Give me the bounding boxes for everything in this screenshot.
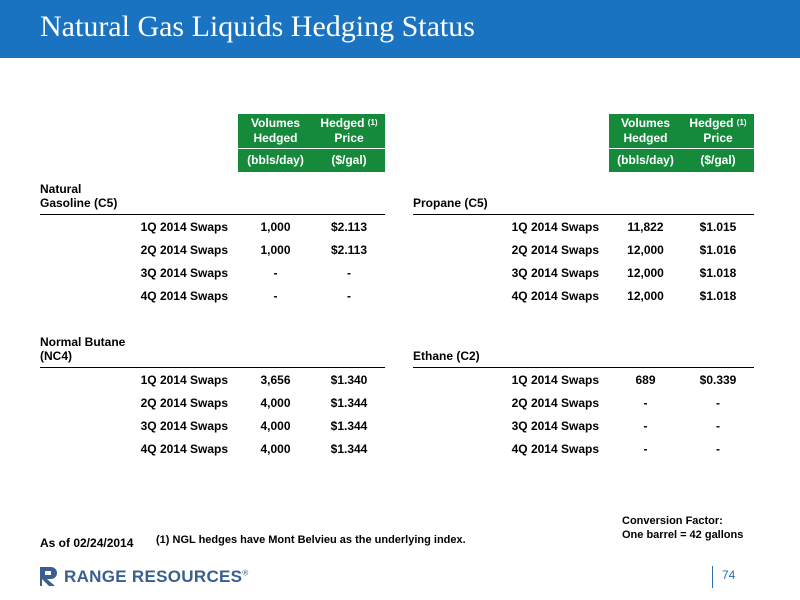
table-row: 3Q 2014 Swaps - - bbox=[511, 418, 720, 433]
table-row: 4Q 2014 Swaps 4,000 $1.344 bbox=[140, 441, 368, 456]
logo-registered-mark: ® bbox=[242, 568, 249, 578]
table-row: 4Q 2014 Swaps 12,000 $1.018 bbox=[511, 288, 737, 303]
section-name: Natural Gasoline (C5) bbox=[40, 182, 118, 210]
footnote: (1) NGL hedges have Mont Belvieu as the underlying index. bbox=[156, 534, 466, 546]
volumes-hedged-header: Volumes Hedged bbox=[609, 114, 682, 149]
page-divider bbox=[712, 566, 713, 588]
table-row: 2Q 2014 Swaps 1,000 $2.113 bbox=[140, 242, 368, 257]
table-row: 2Q 2014 Swaps 12,000 $1.016 bbox=[511, 242, 737, 257]
section-header-ethane bbox=[413, 325, 754, 368]
conversion-factor bbox=[622, 514, 743, 542]
price-unit-header: ($/gal) bbox=[682, 149, 754, 173]
section-header-normal-butane bbox=[40, 325, 385, 368]
section-name: Normal Butane (NC4) bbox=[40, 335, 126, 363]
page-title: Natural Gas Liquids Hedging Status bbox=[40, 10, 475, 43]
section-header-natural-gasoline bbox=[40, 172, 385, 215]
hedged-price-header: Hedged $^{(1)}$ Price bbox=[682, 114, 754, 149]
price-unit-header: ($/gal) bbox=[313, 149, 385, 173]
table-row: 2Q 2014 Swaps 4,000 $1.344 bbox=[140, 395, 368, 410]
volume-unit-header: (bbls/day) bbox=[238, 149, 313, 173]
range-logo-icon bbox=[38, 565, 60, 587]
table-row: 1Q 2014 Swaps 689 $0.339 bbox=[511, 372, 737, 387]
table-row: 1Q 2014 Swaps 1,000 $2.113 bbox=[140, 219, 368, 234]
table-row: 1Q 2014 Swaps 11,822 $1.015 bbox=[511, 219, 737, 234]
hedged-price-header: Hedged $^{(1)}$ Price bbox=[313, 114, 385, 149]
section-header-propane bbox=[413, 172, 754, 215]
as-of-date: As of 02/24/2014 bbox=[40, 536, 134, 550]
page-number: 74 bbox=[722, 568, 736, 582]
table-row: 1Q 2014 Swaps 3,656 $1.340 bbox=[140, 372, 368, 387]
table-row: 3Q 2014 Swaps - - bbox=[140, 265, 351, 280]
table-row: 4Q 2014 Swaps - - bbox=[140, 288, 351, 303]
conversion-value: One barrel = 42 gallons bbox=[622, 529, 744, 541]
volume-unit-header: (bbls/day) bbox=[609, 149, 682, 173]
table-row: 3Q 2014 Swaps 12,000 $1.018 bbox=[511, 265, 737, 280]
logo-text: RANGE RESOURCES bbox=[64, 567, 243, 586]
table-row: 4Q 2014 Swaps - - bbox=[511, 441, 720, 456]
table-row: 3Q 2014 Swaps 4,000 $1.344 bbox=[140, 418, 368, 433]
table-row: 2Q 2014 Swaps - - bbox=[511, 395, 720, 410]
section-name: Propane (C5) bbox=[413, 172, 609, 215]
conversion-title: Conversion Factor: bbox=[622, 515, 723, 527]
title-bar bbox=[0, 0, 800, 58]
volumes-hedged-header: Volumes Hedged bbox=[238, 114, 313, 149]
left-hedge-table bbox=[40, 114, 385, 460]
right-hedge-table bbox=[413, 114, 754, 460]
section-name: Ethane (C2) bbox=[413, 325, 609, 368]
